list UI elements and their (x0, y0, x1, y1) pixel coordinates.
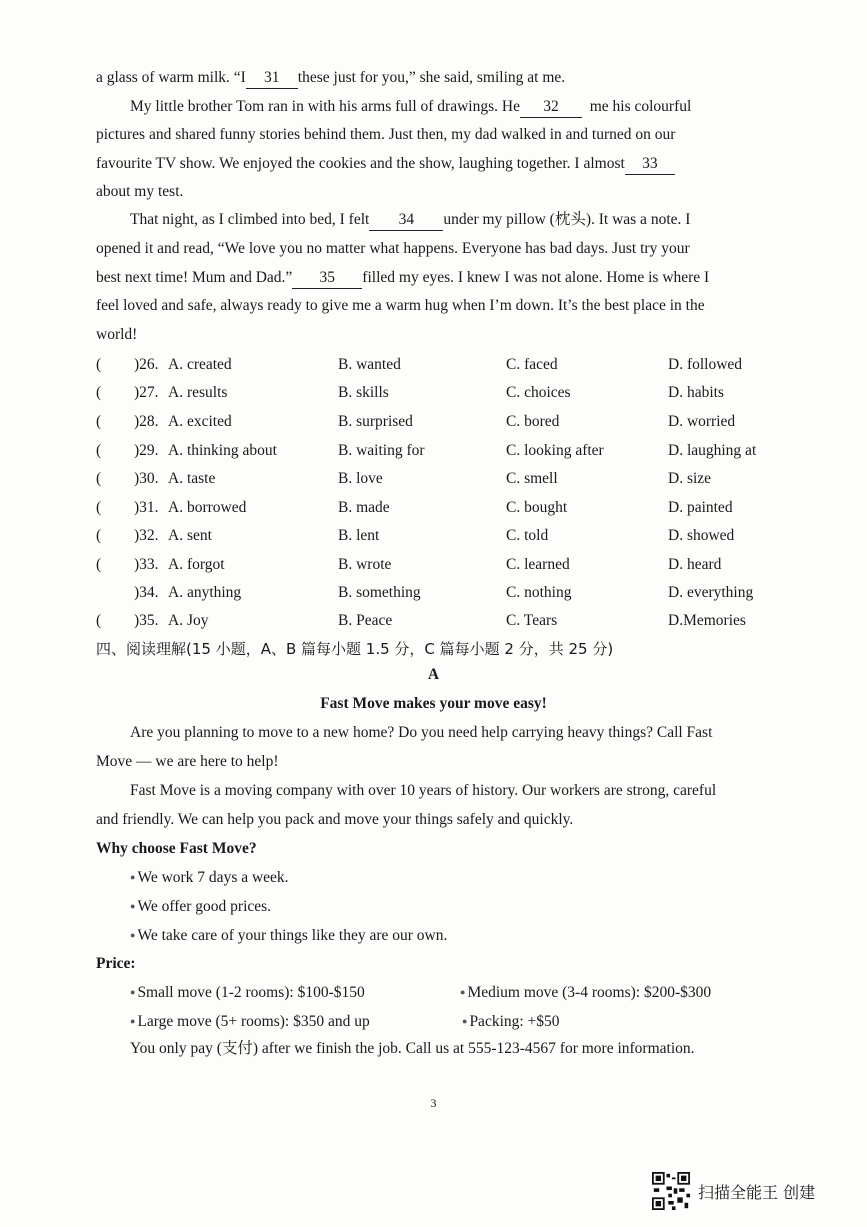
passage-line (130, 97, 820, 118)
passage-text: favourite TV show. We enjoyed the cookies and the show, laughing together. I almost (96, 155, 625, 172)
part-label: A (427, 666, 440, 683)
answer-paren: ( (96, 413, 102, 430)
passage-text: best next time! Mum and Dad.” (96, 269, 293, 286)
question-row (96, 440, 796, 462)
qr-code-icon (652, 1172, 690, 1210)
option-c: C. Tears (506, 612, 558, 629)
option-a: A. excited (168, 413, 232, 430)
question-row (96, 382, 796, 404)
option-d: D. size (668, 470, 712, 487)
option-d: D. everything (668, 584, 754, 601)
option-d: D. heard (668, 556, 722, 573)
option-b: B. something (338, 584, 421, 601)
price-heading: Price: (96, 955, 136, 972)
question-number: )34. (134, 584, 159, 601)
passage-text: a glass of warm milk. “I (96, 69, 246, 86)
answer-paren: ( (96, 556, 102, 573)
blank-35: 35 (292, 268, 362, 289)
option-c: C. told (506, 527, 549, 544)
question-row (96, 411, 796, 433)
passage-text: me his colourful (589, 98, 692, 115)
option-a: A. sent (168, 527, 212, 544)
passage-line: about my test. (96, 183, 184, 200)
passage-line: Are you planning to move to a new home? Do you need help carrying heavy things? Call Fast (130, 724, 713, 741)
answer-paren: ( (96, 470, 102, 487)
passage-text: filled my eyes. I knew I was not alone. Home is where I (362, 269, 710, 286)
passage-line (130, 210, 820, 231)
reason-item: ● We work 7 days a week. (130, 867, 820, 888)
option-c: C. learned (506, 556, 570, 573)
question-number: )26. (134, 356, 159, 373)
payment-note: You only pay (支付) after we finish the job. Call us at 555-123-4567 for more information. (130, 1040, 695, 1057)
question-number: )33. (134, 556, 159, 573)
question-row (96, 582, 796, 604)
question-row (96, 554, 796, 576)
answer-paren: ( (96, 384, 102, 401)
option-b: B. made (338, 499, 390, 516)
option-a: A. anything (168, 584, 242, 601)
question-row (96, 354, 796, 376)
passage-title: Fast Move makes your move easy! (320, 695, 547, 712)
option-b: B. Peace (338, 612, 393, 629)
option-b: B. wanted (338, 356, 401, 373)
question-number: )32. (134, 527, 159, 544)
option-b: B. surprised (338, 413, 413, 430)
question-number: )35. (134, 612, 159, 629)
option-c: C. nothing (506, 584, 572, 601)
passage-text: under my pillow (枕头). It was a note. I (443, 211, 691, 228)
option-b: B. lent (338, 527, 380, 544)
question-number: )29. (134, 442, 159, 459)
answer-paren: ( (96, 527, 102, 544)
question-row (96, 610, 796, 632)
option-c: C. bored (506, 413, 560, 430)
passage-line: and friendly. We can help you pack and move your things safely and quickly. (96, 811, 574, 828)
option-d: D. painted (668, 499, 733, 516)
price-item: ● Packing: +$50 (462, 1011, 782, 1032)
question-number: )27. (134, 384, 159, 401)
passage-text: these just for you,” she said, smiling at me. (297, 69, 566, 86)
price-item: ● Medium move (3-4 rooms): $200-$300 (460, 982, 780, 1003)
option-a: A. results (168, 384, 228, 401)
blank-33: 33 (625, 154, 675, 175)
page-number: 3 (430, 1096, 437, 1110)
passage-line: opened it and read, “We love you no matter what happens. Everyone has bad days. Just try your (96, 240, 690, 257)
passage-line (96, 268, 786, 289)
option-c: C. bought (506, 499, 568, 516)
reason-item: ● We take care of your things like they are our own. (130, 925, 820, 946)
option-a: A. created (168, 356, 232, 373)
option-c: C. faced (506, 356, 558, 373)
passage-line (96, 154, 786, 175)
passage-line: world! (96, 326, 138, 343)
option-d: D. showed (668, 527, 735, 544)
section-heading: 四、阅读理解(15 小题，A、B 篇每小题 1.5 分，C 篇每小题 2 分，共 25 分) (96, 640, 614, 658)
price-item: ● Large move (5+ rooms): $350 and up (130, 1011, 450, 1032)
question-row (96, 468, 796, 490)
answer-paren: ( (96, 356, 102, 373)
blank-34: 34 (369, 210, 443, 231)
option-b: B. wrote (338, 556, 392, 573)
passage-line: pictures and shared funny stories behind them. Just then, my dad walked in and turned on our (96, 126, 676, 143)
option-d: D. habits (668, 384, 724, 401)
option-a: A. borrowed (168, 499, 247, 516)
option-a: A. taste (168, 470, 216, 487)
option-a: A. thinking about (168, 442, 277, 459)
passage-text: That night, as I climbed into bed, I felt (130, 211, 370, 228)
question-row (96, 497, 796, 519)
passage-line: Fast Move is a moving company with over 10 years of history. Our workers are strong, careful (130, 782, 717, 799)
passage-line (96, 68, 786, 89)
price-item: ● Small move (1-2 rooms): $100-$150 (130, 982, 450, 1003)
scanner-watermark: 扫描全能王 创建 (698, 1183, 816, 1202)
passage-text: My little brother Tom ran in with his arms full of drawings. He (130, 98, 520, 115)
option-c: C. smell (506, 470, 558, 487)
option-b: B. skills (338, 384, 389, 401)
option-c: C. choices (506, 384, 571, 401)
option-b: B. waiting for (338, 442, 425, 459)
option-d: D. worried (668, 413, 736, 430)
question-row (96, 525, 796, 547)
question-number: )31. (134, 499, 159, 516)
passage-line: Move — we are here to help! (96, 753, 279, 770)
reason-item: ● We offer good prices. (130, 896, 820, 917)
option-d: D. followed (668, 356, 743, 373)
answer-paren: ( (96, 612, 102, 629)
option-a: A. Joy (168, 612, 209, 629)
option-a: A. forgot (168, 556, 225, 573)
option-d: D. laughing at (668, 442, 757, 459)
why-heading: Why choose Fast Move? (96, 840, 257, 857)
blank-32: 32 (520, 97, 582, 118)
option-b: B. love (338, 470, 383, 487)
blank-31: 31 (246, 68, 298, 89)
question-number: )28. (134, 413, 159, 430)
option-d: D.Memories (668, 612, 746, 629)
answer-paren: ( (96, 499, 102, 516)
option-c: C. looking after (506, 442, 604, 459)
question-number: )30. (134, 470, 159, 487)
passage-line: feel loved and safe, always ready to give me a warm hug when I’m down. It’s the best place in the (96, 297, 705, 314)
answer-paren: ( (96, 442, 102, 459)
